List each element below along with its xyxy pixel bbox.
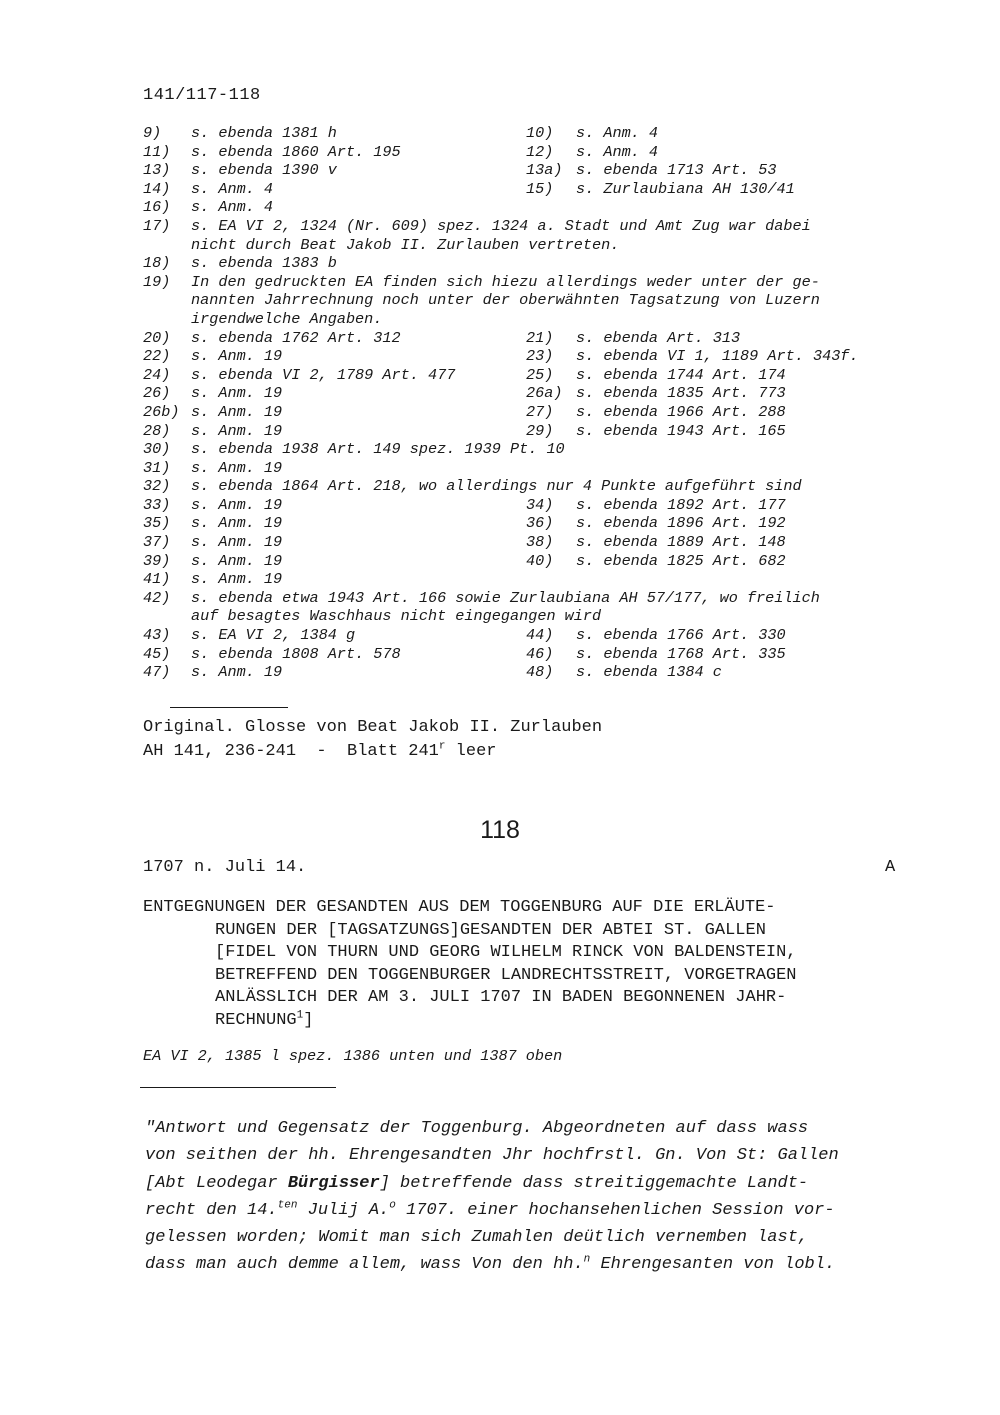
footnote-text: irgendwelche Angaben. bbox=[191, 309, 383, 328]
footnote-number: 38) bbox=[526, 533, 554, 552]
footnote-number: 28) bbox=[143, 421, 171, 440]
footnote-number: 34) bbox=[526, 495, 554, 514]
footnote-number: 26) bbox=[143, 384, 171, 403]
footnote-number: 19) bbox=[143, 272, 171, 291]
document-letter: A bbox=[885, 858, 896, 877]
footnote-number: 35) bbox=[143, 514, 171, 533]
footnote-number: 37) bbox=[143, 533, 171, 552]
footnote-text: s. ebenda 1768 Art. 335 bbox=[576, 644, 786, 663]
footnote-number: 39) bbox=[143, 551, 171, 570]
source-reference: EA VI 2, 1385 l spez. 1386 unten und 1387 oben bbox=[143, 1047, 563, 1065]
title-line: [FIDEL VON THURN UND GEORG WILHELM RINCK VON BALDENSTEIN, bbox=[215, 943, 797, 962]
quote-line: recht den 14.$^{ten}$ Julij A.$^o$ 1707. einer hochansehenlichen Session vor- bbox=[145, 1199, 835, 1220]
footnote-text: s. ebenda 1943 Art. 165 bbox=[576, 421, 786, 440]
footnote-text: s. ebenda 1766 Art. 330 bbox=[576, 626, 786, 645]
footnote-number: 42) bbox=[143, 588, 171, 607]
footnote-text: s. Anm. 19 bbox=[191, 347, 283, 366]
footnote-text: s. EA VI 2, 1384 g bbox=[191, 626, 356, 645]
separator-rule bbox=[170, 707, 288, 708]
footnote-text: s. Anm. 19 bbox=[191, 458, 283, 477]
footnote-number: 45) bbox=[143, 644, 171, 663]
original-note-line1: Original. Glosse von Beat Jakob II. Zurlauben bbox=[143, 718, 603, 737]
footnote-number: 25) bbox=[526, 365, 554, 384]
footnote-text: s. ebenda 1384 c bbox=[576, 663, 722, 682]
footnote-text: s. ebenda 1825 Art. 682 bbox=[576, 551, 786, 570]
footnote-number: 13a) bbox=[526, 161, 563, 180]
quote-line: [Abt Leodegar Bürgisser] betreffende dass streitiggemachte Landt- bbox=[145, 1173, 809, 1193]
footnote-number: 36) bbox=[526, 514, 554, 533]
quote-line: dass man auch demme allem, wass Von den hh.$^n$ Ehrengesanten von lobl. bbox=[145, 1253, 836, 1275]
title-line: ENTGEGNUNGEN DER GESANDTEN AUS DEM TOGGENBURG AUF DIE ERLÄUTE- bbox=[143, 898, 776, 917]
footnote-number: 46) bbox=[526, 644, 554, 663]
footnote-text: s. ebenda 1381 h bbox=[191, 124, 337, 142]
footnote-text: s. EA VI 2, 1324 (Nr. 609) spez. 1324 a. Stadt und Amt Zug war dabei bbox=[191, 216, 811, 235]
footnote-number: 15) bbox=[526, 179, 554, 198]
document-title bbox=[143, 897, 797, 1032]
original-note-line2: AH 141, 236-241 - Blatt 241$^r$ leer bbox=[143, 740, 497, 761]
footnote-text: s. Anm. 19 bbox=[191, 495, 283, 514]
footnote-number: 27) bbox=[526, 402, 554, 421]
footnote-text: s. ebenda 1390 v bbox=[191, 161, 337, 180]
quote-line: gelessen worden; Womit man sich Zumahlen deütlich vernemben last, bbox=[145, 1228, 809, 1248]
footnote-text: s. Anm. 19 bbox=[191, 384, 283, 403]
title-line: RECHNUNG$^1$] bbox=[215, 1008, 314, 1030]
footnote-number: 33) bbox=[143, 495, 171, 514]
footnote-number: 24) bbox=[143, 365, 171, 384]
footnote-number: 26b) bbox=[143, 402, 180, 421]
footnote-number: 9) bbox=[143, 124, 162, 142]
footnote-text: s. ebenda etwa 1943 Art. 166 sowie Zurlaubiana AH 57/177, wo freilich bbox=[191, 588, 820, 607]
footnote-number: 48) bbox=[526, 663, 554, 682]
footnote-number: 14) bbox=[143, 179, 171, 198]
quote-line: "Antwort und Gegensatz der Toggenburg. Abgeordneten auf dass wass bbox=[145, 1119, 809, 1138]
footnote-number: 41) bbox=[143, 570, 171, 589]
footnote-text: s. ebenda 1938 Art. 149 spez. 1939 Pt. 10 bbox=[191, 440, 565, 459]
footnote-number: 30) bbox=[143, 440, 171, 459]
footnote-text: s. Anm. 4 bbox=[191, 179, 274, 198]
footnote-text: s. Anm. 4 bbox=[191, 198, 274, 217]
document-date: 1707 n. Juli 14. bbox=[143, 858, 307, 877]
footnote-text: s. Anm. 4 bbox=[576, 142, 659, 161]
footnote-number: 44) bbox=[526, 626, 554, 645]
footnote-text: s. Anm. 19 bbox=[191, 663, 283, 682]
footnote-number: 31) bbox=[143, 458, 171, 477]
footnote-number: 32) bbox=[143, 477, 171, 496]
footnote-number: 26a) bbox=[526, 384, 563, 403]
footnote-text: s. Anm. 19 bbox=[191, 514, 283, 533]
footnote-text: s. ebenda 1896 Art. 192 bbox=[576, 514, 786, 533]
footnote-text: s. ebenda VI 2, 1789 Art. 477 bbox=[191, 365, 456, 384]
title-line: BETREFFEND DEN TOGGENBURGER LANDRECHTSSTREIT, VORGETRAGEN bbox=[215, 965, 797, 985]
footnote-text: s. ebenda 1744 Art. 174 bbox=[576, 365, 786, 384]
footnote-text: s. Anm. 19 bbox=[191, 533, 283, 552]
footnote-text: s. ebenda 1889 Art. 148 bbox=[576, 533, 786, 552]
title-line: RUNGEN DER [TAGSATZUNGS]GESANDTEN DER ABTEI ST. GALLEN bbox=[215, 920, 766, 940]
footnote-number: 17) bbox=[143, 216, 171, 235]
footnote-text: s. ebenda 1966 Art. 288 bbox=[576, 402, 786, 421]
footnote-number: 20) bbox=[143, 328, 171, 347]
footnote-number: 11) bbox=[143, 142, 171, 161]
footnote-number: 43) bbox=[143, 626, 171, 645]
footnote-number: 29) bbox=[526, 421, 554, 440]
footnote-text: nicht durch Beat Jakob II. Zurlauben vertreten. bbox=[191, 235, 620, 254]
separator-rule bbox=[140, 1087, 336, 1088]
footnote-text: s. Anm. 19 bbox=[191, 402, 283, 421]
footnote-text: s. Zurlaubiana AH 130/41 bbox=[576, 179, 795, 198]
footnote-text: s. ebenda VI 1, 1189 Art. 343f. bbox=[576, 347, 859, 366]
quote-line: von seithen der hh. Ehrengesandten Jhr hochfrstl. Gn. Von St: Gallen bbox=[145, 1146, 839, 1166]
footnote-text: auf besagtes Waschhaus nicht eingegangen wird bbox=[191, 607, 602, 626]
footnote-text: s. ebenda 1713 Art. 53 bbox=[576, 161, 777, 180]
title-line: ANLÄSSLICH DER AM 3. JULI 1707 IN BADEN BEGONNENEN JAHR- bbox=[215, 988, 787, 1007]
footnote-text: s. ebenda 1860 Art. 195 bbox=[191, 142, 401, 161]
footnote-number: 10) bbox=[526, 124, 554, 142]
page-reference: 141/117-118 bbox=[143, 86, 261, 105]
footnote-number: 47) bbox=[143, 663, 171, 682]
footnote-number: 18) bbox=[143, 254, 171, 273]
footnote-text: s. ebenda 1864 Art. 218, wo allerdings nur 4 Punkte aufgeführt sind bbox=[191, 477, 802, 496]
footnote-text: s. Anm. 19 bbox=[191, 421, 283, 440]
footnote-text: s. Anm. 4 bbox=[576, 124, 659, 142]
footnote-text: In den gedruckten EA finden sich hiezu allerdings weder unter der ge- bbox=[191, 272, 820, 291]
footnote-text: s. ebenda 1892 Art. 177 bbox=[576, 495, 786, 514]
footnote-text: s. ebenda 1835 Art. 773 bbox=[576, 384, 786, 403]
footnote-text: s. Anm. 19 bbox=[191, 551, 283, 570]
footnote-text: s. Anm. 19 bbox=[191, 570, 283, 589]
footnote-number: 23) bbox=[526, 347, 554, 366]
footnote-text: s. ebenda 1383 b bbox=[191, 254, 337, 273]
footnote-text: s. ebenda 1808 Art. 578 bbox=[191, 644, 401, 663]
footnote-number: 22) bbox=[143, 347, 171, 366]
footnote-number: 16) bbox=[143, 198, 171, 217]
footnote-number: 40) bbox=[526, 551, 554, 570]
quoted-text bbox=[145, 1115, 839, 1279]
footnote-number: 13) bbox=[143, 161, 171, 180]
footnote-text: s. ebenda Art. 313 bbox=[576, 328, 741, 347]
footnote-number: 21) bbox=[526, 328, 554, 347]
footnote-number: 12) bbox=[526, 142, 554, 161]
footnote-text: nannten Jahrrechnung noch unter der oberwähnten Tagsatzung von Luzern bbox=[191, 291, 820, 310]
document-number: 118 bbox=[480, 816, 520, 844]
footnote-text: s. ebenda 1762 Art. 312 bbox=[191, 328, 401, 347]
